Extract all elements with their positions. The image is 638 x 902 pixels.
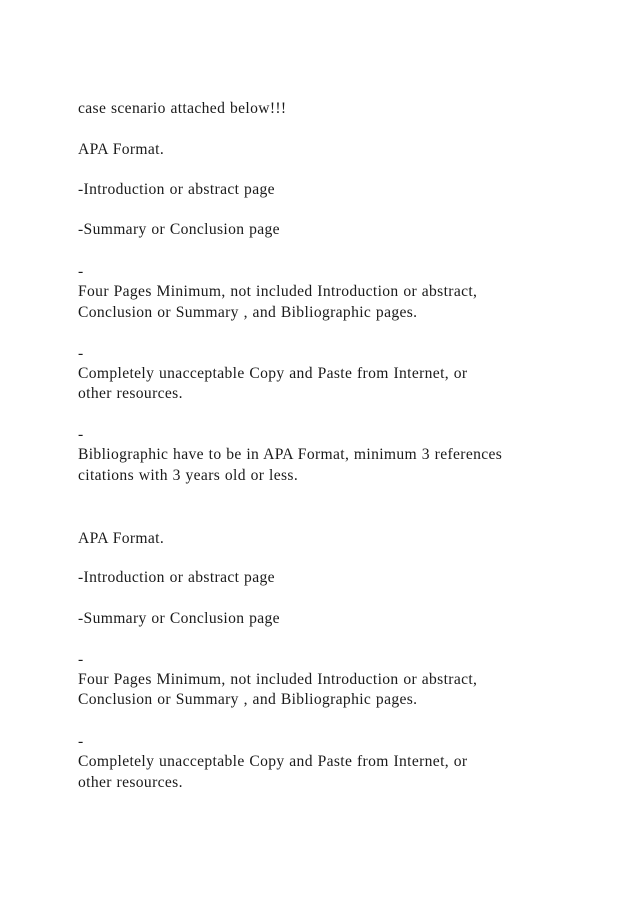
plagiarism-requirement: Completely unacceptable Copy and Paste from Internet, or xyxy=(78,365,468,382)
page-count-requirement-cont: Conclusion or Summary , and Bibliographic pages. xyxy=(78,304,418,321)
bullet-dash: - xyxy=(78,733,84,750)
plagiarism-requirement-cont: other resources. xyxy=(78,385,183,402)
intro-line: case scenario attached below!!! xyxy=(78,100,287,117)
page-count-requirement: Four Pages Minimum, not included Introduction or abstract, xyxy=(78,283,478,300)
bullet-dash: - xyxy=(78,263,84,280)
summary-requirement: -Summary or Conclusion page xyxy=(78,221,280,238)
page-count-requirement-cont: Conclusion or Summary , and Bibliographic pages. xyxy=(78,691,418,708)
introduction-requirement: -Introduction or abstract page xyxy=(78,569,275,586)
bullet-dash: - xyxy=(78,426,84,443)
bullet-dash: - xyxy=(78,345,84,362)
bibliography-requirement: Bibliographic have to be in APA Format, minimum 3 references xyxy=(78,446,503,463)
format-heading: APA Format. xyxy=(78,141,165,158)
introduction-requirement: -Introduction or abstract page xyxy=(78,181,275,198)
plagiarism-requirement-cont: other resources. xyxy=(78,774,183,791)
plagiarism-requirement: Completely unacceptable Copy and Paste from Internet, or xyxy=(78,753,468,770)
format-heading: APA Format. xyxy=(78,530,165,547)
summary-requirement: -Summary or Conclusion page xyxy=(78,610,280,627)
bullet-dash: - xyxy=(78,651,84,668)
bibliography-requirement-cont: citations with 3 years old or less. xyxy=(78,467,299,484)
page-count-requirement: Four Pages Minimum, not included Introduction or abstract, xyxy=(78,671,478,688)
